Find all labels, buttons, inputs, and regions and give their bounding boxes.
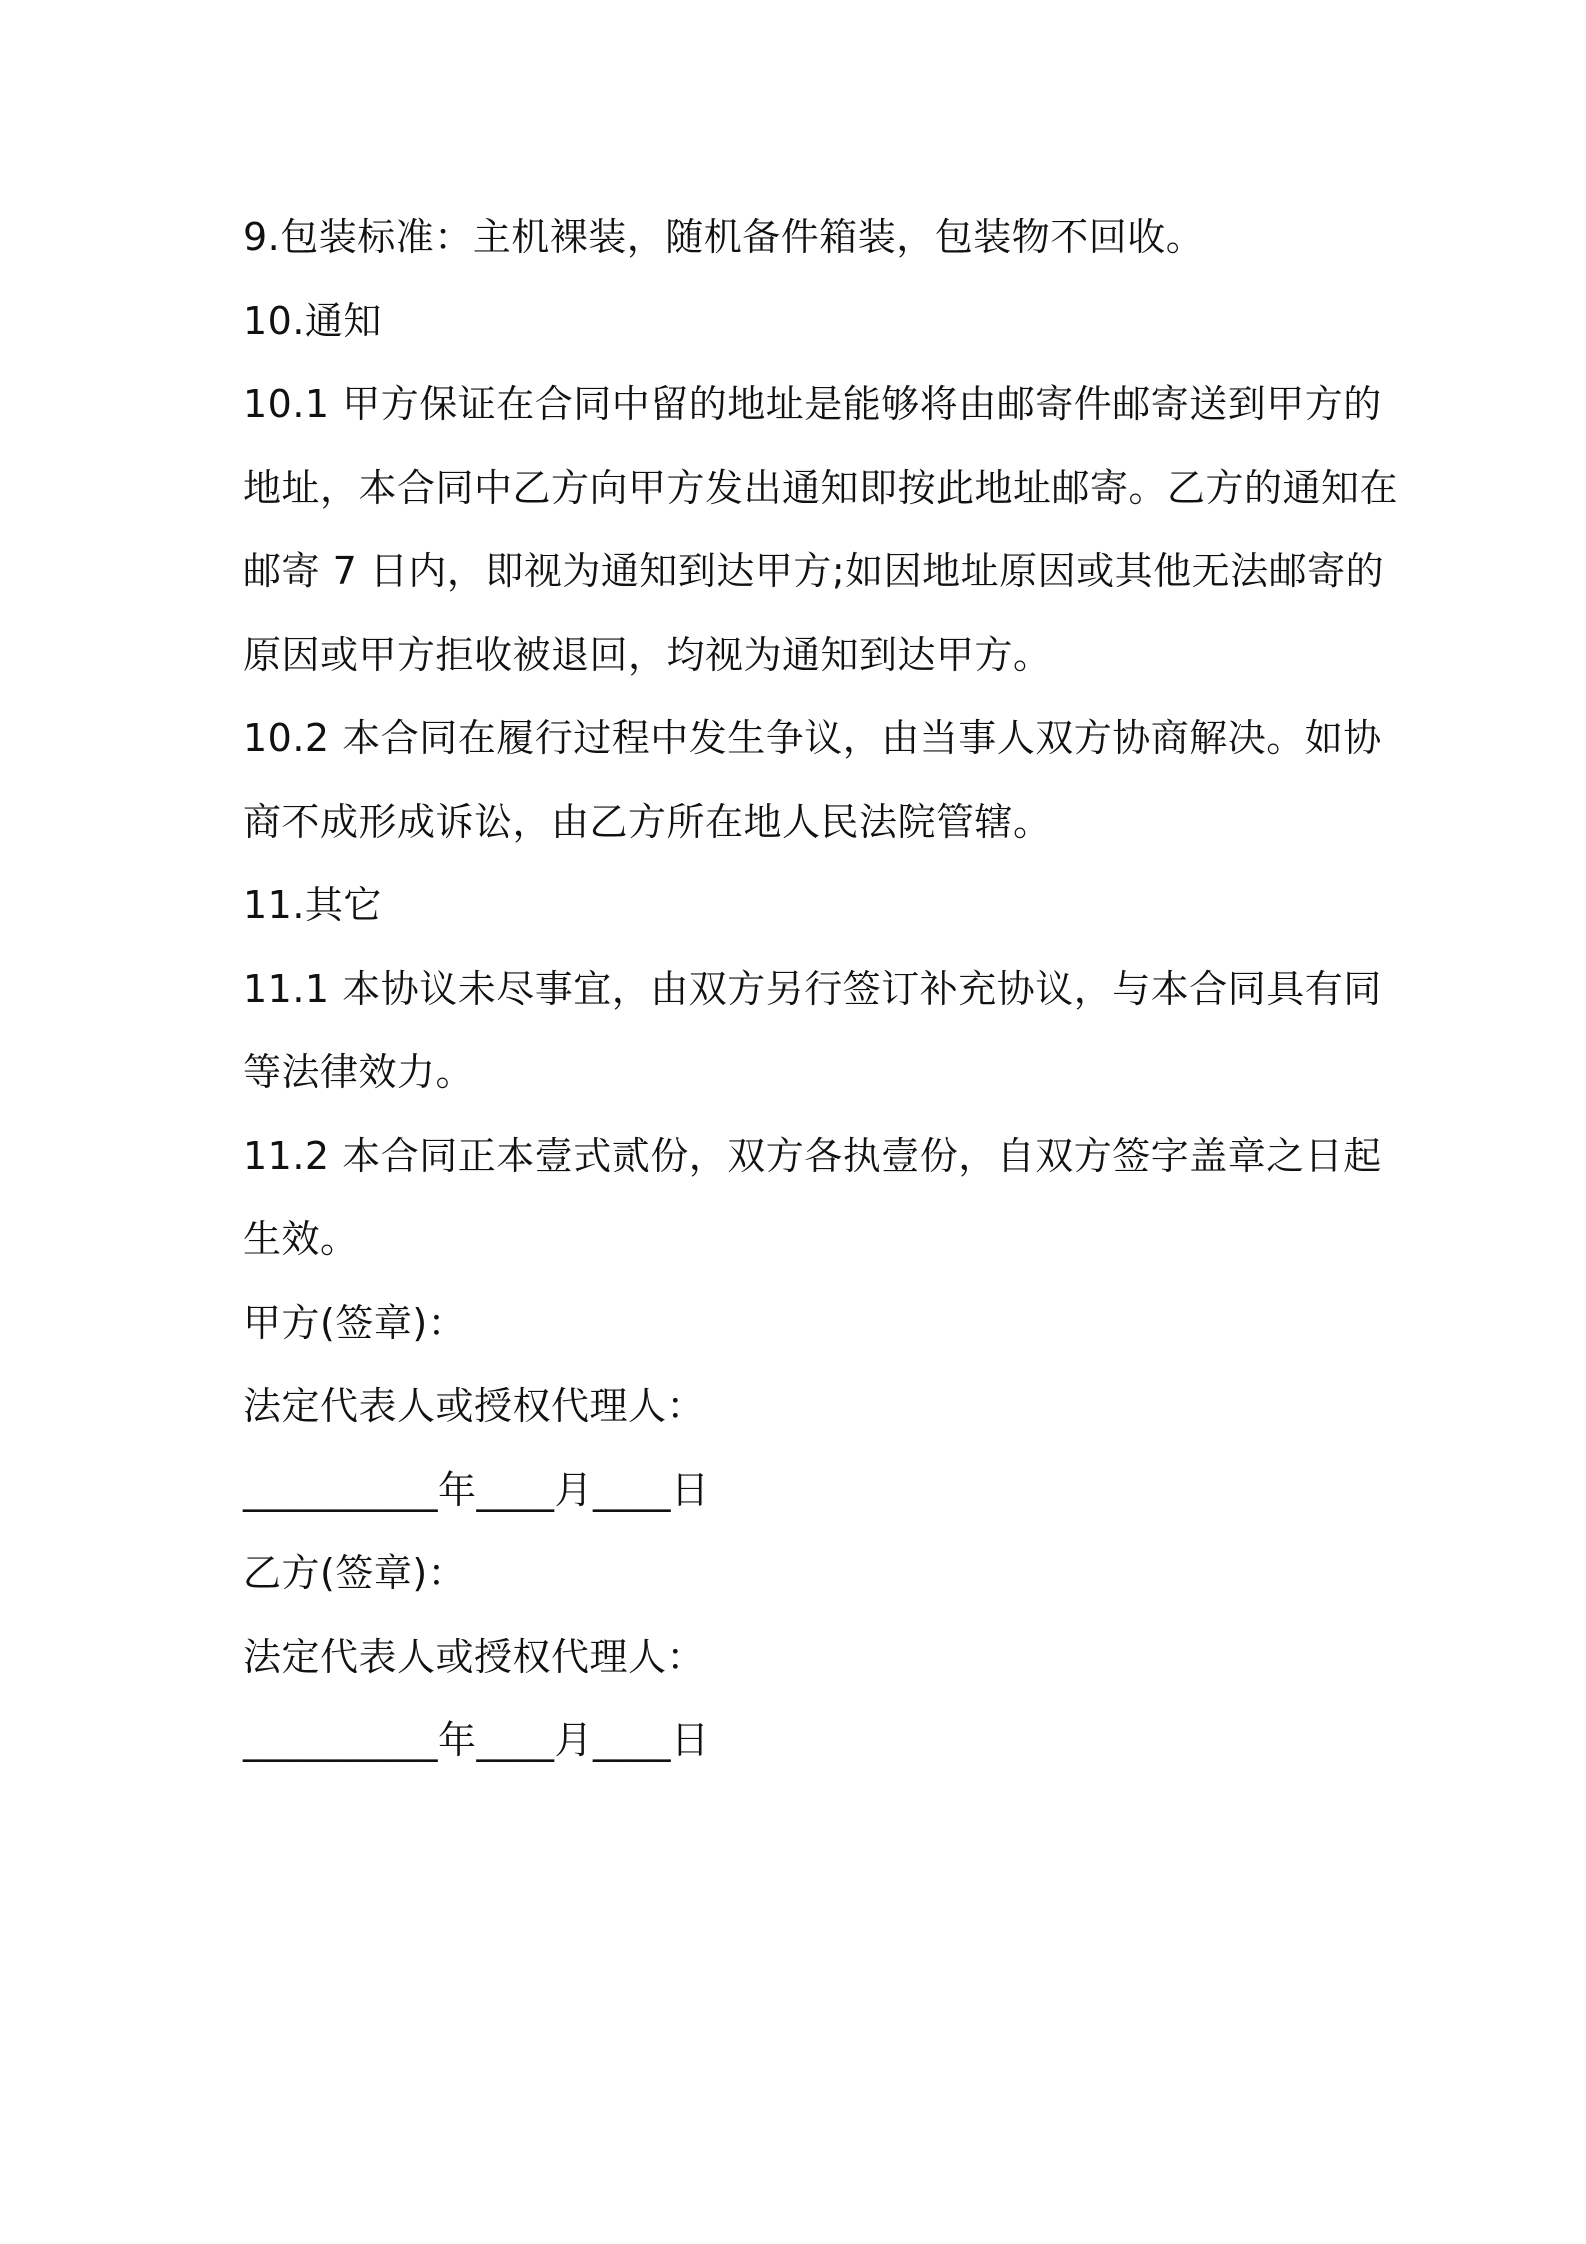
clause-10-1-line-4: 原因或甲方拒收被退回，均视为通知到达甲方。 bbox=[243, 632, 1052, 677]
clause-11-2-line-2: 生效。 bbox=[243, 1217, 359, 1261]
clause-10-heading: 10.通知 bbox=[243, 298, 382, 343]
clause-11-1-line-2: 等法律效力。 bbox=[243, 1050, 475, 1094]
clause-11-2-line-1: 11.2 本合同正本壹式贰份，双方各执壹份，自双方签字盖章之日起 bbox=[243, 1133, 1382, 1178]
document-body bbox=[243, 196, 1399, 1783]
party-b-date-line: __________年____月____日 bbox=[243, 1718, 710, 1762]
party-a-date-line: __________年____月____日 bbox=[243, 1467, 710, 1512]
clause-10-2-line-2: 商不成形成诉讼，由乙方所在地人民法院管辖。 bbox=[243, 799, 1052, 844]
clause-9-packaging: 9.包装标准：主机裸装，随机备件箱装，包装物不回收。 bbox=[243, 215, 1205, 259]
clause-10-1-line-3: 邮寄 7 日内，即视为通知到达甲方;如因地址原因或其他无法邮寄的 bbox=[243, 549, 1385, 593]
clause-11-1-line-1: 11.1 本协议未尽事宜，由双方另行签订补充协议，与本合同具有同 bbox=[243, 966, 1382, 1011]
clause-10-1-line-2: 地址，本合同中乙方向甲方发出通知即按此地址邮寄。乙方的通知在 bbox=[243, 465, 1399, 510]
party-a-seal-label: 甲方(签章)： bbox=[243, 1300, 467, 1345]
clause-11-heading: 11.其它 bbox=[243, 883, 382, 927]
party-b-seal-label: 乙方(签章)： bbox=[243, 1551, 467, 1595]
clause-10-2-line-1: 10.2 本合同在履行过程中发生争议，由当事人双方协商解决。如协 bbox=[243, 716, 1382, 760]
party-b-representative-label: 法定代表人或授权代理人： bbox=[243, 1634, 706, 1679]
clause-10-1-line-1: 10.1 甲方保证在合同中留的地址是能够将由邮寄件邮寄送到甲方的 bbox=[243, 382, 1382, 426]
party-a-representative-label: 法定代表人或授权代理人： bbox=[243, 1384, 706, 1428]
